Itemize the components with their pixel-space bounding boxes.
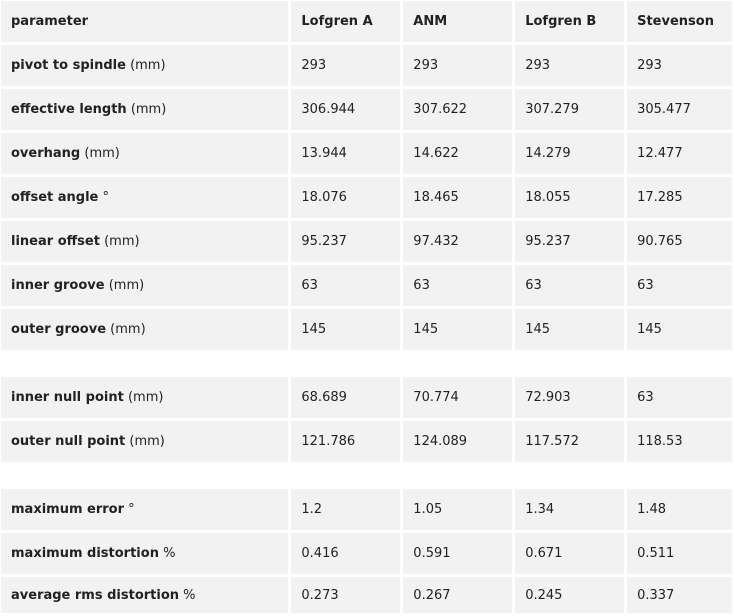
parameter-name: inner null point: [11, 390, 124, 405]
table-row: [1, 45, 732, 86]
parameter-unit: (mm): [127, 390, 164, 405]
value-cell: 1.2: [291, 489, 400, 530]
table-row: [1, 577, 732, 613]
value-cell: 293: [403, 45, 512, 86]
parameter-name: maximum distortion: [11, 546, 159, 561]
parameter-cell: [1, 533, 288, 574]
parameter-unit: (mm): [129, 434, 165, 449]
value-cell: 293: [515, 45, 624, 86]
value-cell: 63: [627, 377, 732, 418]
parameter-name: pivot to spindle: [11, 58, 126, 73]
parameter-name: average rms distortion: [11, 587, 180, 603]
parameter-cell: [1, 377, 288, 418]
parameter-cell: [1, 577, 288, 613]
value-cell: 124.089: [403, 421, 512, 462]
value-cell: 63: [403, 265, 512, 306]
table-header-row: [1, 1, 732, 42]
parameter-cell: [1, 265, 288, 306]
value-cell: 68.689: [291, 377, 400, 418]
value-cell: 145: [515, 309, 624, 350]
parameter-name: linear offset: [11, 234, 100, 249]
parameter-cell: [1, 421, 288, 462]
value-cell: 12.477: [627, 133, 732, 174]
table-row: [1, 221, 732, 262]
value-cell: 0.273: [291, 577, 400, 613]
value-cell: 63: [627, 265, 732, 306]
value-cell: 307.279: [515, 89, 624, 130]
value-cell: 145: [627, 309, 732, 350]
value-cell: 18.076: [291, 177, 400, 218]
section-divider: [1, 465, 732, 486]
table-row: [1, 133, 732, 174]
parameter-name: outer null point: [11, 434, 126, 449]
parameter-cell: [1, 221, 288, 262]
spacer-cell: [1, 353, 732, 374]
parameter-unit: (mm): [84, 146, 120, 161]
parameter-name: effective length: [11, 102, 127, 117]
table-row: [1, 89, 732, 130]
parameter-unit: %: [163, 546, 176, 561]
header-cell-parameter: parameter: [1, 1, 288, 42]
parameter-name: overhang: [11, 146, 81, 161]
value-cell: 293: [291, 45, 400, 86]
value-cell: 0.511: [627, 533, 732, 574]
parameter-unit: °: [102, 190, 110, 205]
parameter-unit: (mm): [108, 278, 145, 293]
value-cell: 72.903: [515, 377, 624, 418]
header-cell-stevenson: Stevenson: [627, 1, 732, 42]
header-cell-anm: ANM: [403, 1, 512, 42]
spacer-cell: [1, 465, 732, 486]
value-cell: 14.622: [403, 133, 512, 174]
parameter-name: inner groove: [11, 278, 105, 293]
table-row: [1, 309, 732, 350]
value-cell: 13.944: [291, 133, 400, 174]
parameter-cell: [1, 89, 288, 130]
parameter-unit: (mm): [110, 322, 146, 337]
table-row: [1, 421, 732, 462]
parameter-name: offset angle: [11, 190, 99, 205]
value-cell: 117.572: [515, 421, 624, 462]
parameter-name: outer groove: [11, 322, 107, 337]
section-divider: [1, 353, 732, 374]
parameter-unit: (mm): [130, 58, 166, 73]
parameter-cell: [1, 45, 288, 86]
value-cell: 0.267: [403, 577, 512, 613]
value-cell: 95.237: [515, 221, 624, 262]
value-cell: 1.05: [403, 489, 512, 530]
table-row: [1, 377, 732, 418]
value-cell: 14.279: [515, 133, 624, 174]
table-row: [1, 177, 732, 218]
value-cell: 90.765: [627, 221, 732, 262]
parameter-cell: [1, 489, 288, 530]
parameter-cell: [1, 133, 288, 174]
value-cell: 63: [291, 265, 400, 306]
parameter-unit: (mm): [104, 234, 140, 249]
value-cell: 95.237: [291, 221, 400, 262]
table-row: [1, 533, 732, 574]
value-cell: 63: [515, 265, 624, 306]
value-cell: 307.622: [403, 89, 512, 130]
value-cell: 121.786: [291, 421, 400, 462]
parameter-cell: [1, 177, 288, 218]
value-cell: 305.477: [627, 89, 732, 130]
value-cell: 0.591: [403, 533, 512, 574]
value-cell: 18.055: [515, 177, 624, 218]
value-cell: 293: [627, 45, 732, 86]
parameter-unit: °: [128, 502, 135, 517]
value-cell: 118.53: [627, 421, 732, 462]
value-cell: 145: [403, 309, 512, 350]
value-cell: 306.944: [291, 89, 400, 130]
parameter-unit: %: [183, 587, 196, 603]
value-cell: 0.245: [515, 577, 624, 613]
parameter-unit: (mm): [130, 102, 167, 117]
value-cell: 1.48: [627, 489, 732, 530]
value-cell: 70.774: [403, 377, 512, 418]
value-cell: 97.432: [403, 221, 512, 262]
header-cell-lofgren-b: Lofgren B: [515, 1, 624, 42]
value-cell: 0.671: [515, 533, 624, 574]
value-cell: 145: [291, 309, 400, 350]
value-cell: 17.285: [627, 177, 732, 218]
value-cell: 1.34: [515, 489, 624, 530]
value-cell: 18.465: [403, 177, 512, 218]
table-row: [1, 489, 732, 530]
table-row: [1, 265, 732, 306]
value-cell: 0.416: [291, 533, 400, 574]
header-cell-lofgren-a: Lofgren A: [291, 1, 400, 42]
parameter-cell: [1, 309, 288, 350]
parameter-name: maximum error: [11, 502, 125, 517]
value-cell: 0.337: [627, 577, 732, 613]
